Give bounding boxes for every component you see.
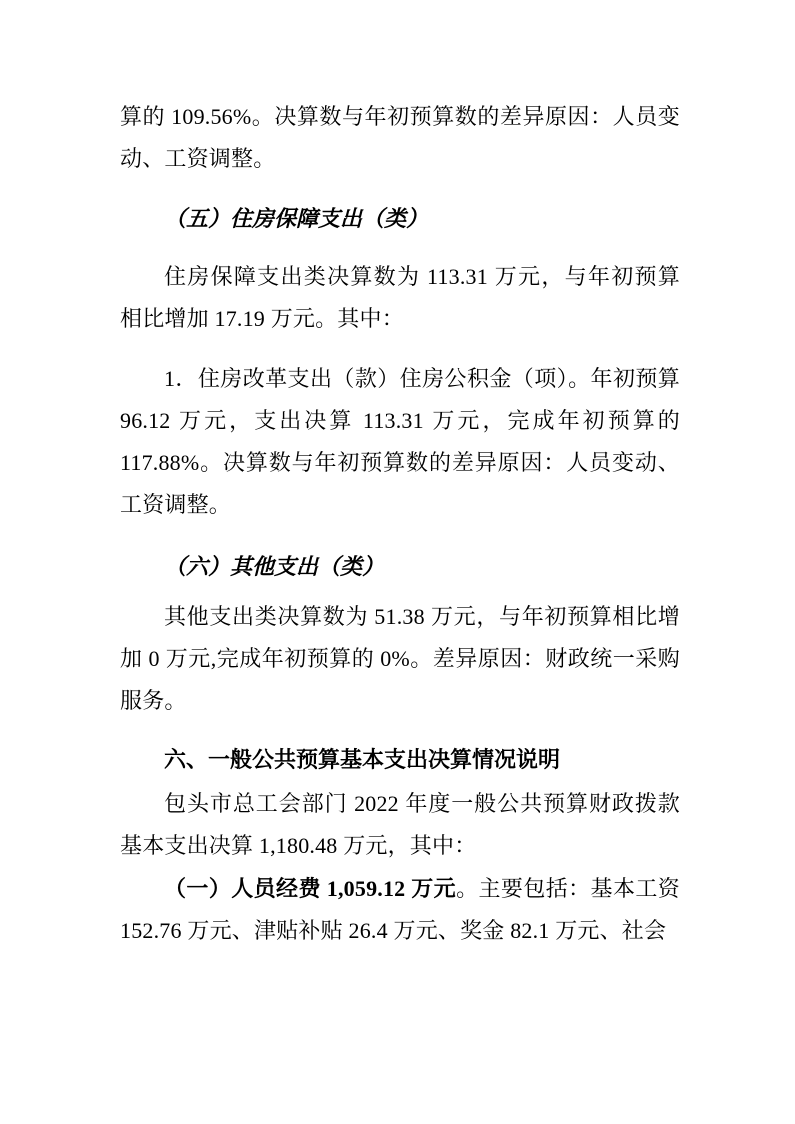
paragraph-other-expenditure-total: 其他支出类决算数为 51.38 万元，与年初预算相比增加 0 万元,完成年初预算的 0%。差异原因：财政统一采购服务。 — [120, 604, 680, 713]
paragraph-continuation-budget-variance: 算的 109.56%。决算数与年初预算数的差异原因：人员变动、工资调整。 — [120, 104, 680, 171]
paragraph-basic-expenditure-total: 包头市总工会部门 2022 年度一般公共预算财政拨款基本支出决算 1,180.48 万元，其中： — [120, 791, 680, 858]
personnel-expense-detail-run: 。主要包括：基本工资 152.76 万元、津贴补贴 26.4 万元、奖金 82.1 万元、社会 — [120, 876, 680, 943]
sub-heading-housing-security-expenditure: （五）住房保障支出（类） — [164, 206, 429, 231]
sub-heading-other-expenditure: （六）其他支出（类） — [164, 554, 385, 579]
paragraph-housing-reform-fund: 1．住房改革支出（款）住房公积金（项）。年初预算 96.12 万元，支出决算 113.31 万元，完成年初预算的 117.88%。决算数与年初预算数的差异原因：人员变动、工资调整。 — [120, 366, 680, 517]
paragraph-personnel-expense — [120, 868, 680, 952]
paragraph-housing-security-total: 住房保障支出类决算数为 113.31 万元，与年初预算相比增加 17.19 万元。其中： — [120, 264, 680, 331]
personnel-expense-bold-run: （一）人员经费 1,059.12 万元 — [164, 876, 457, 901]
section-heading-basic-expenditure: 六、一般公共预算基本支出决算情况说明 — [164, 747, 561, 772]
document-content — [120, 96, 680, 952]
